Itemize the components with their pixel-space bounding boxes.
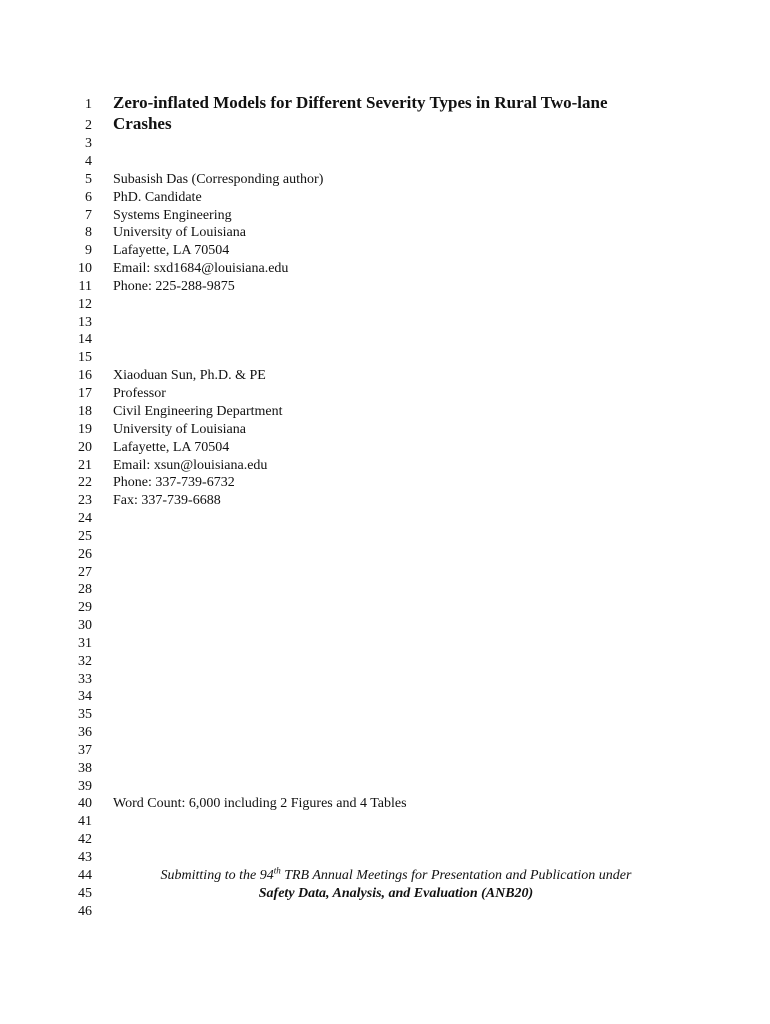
line-number: 25 [78,529,92,544]
line-35 [0,706,770,724]
line-14 [0,331,770,349]
line-number: 7 [85,208,92,223]
author1-email: Email: sxd1684@louisiana.edu [113,261,289,276]
line-number: 4 [85,154,92,169]
line-number: 39 [78,779,92,794]
line-28 [0,581,770,599]
line-46 [0,903,770,921]
submission-line-2: Safety Data, Analysis, and Evaluation (ANB20) [258,886,534,901]
line-number: 6 [85,190,92,205]
line-5 [0,171,770,189]
line-25 [0,528,770,546]
line-20 [0,439,770,457]
line-number: 43 [78,850,92,865]
line-41 [0,813,770,831]
line-number: 40 [78,796,92,811]
line-number: 14 [78,332,92,347]
line-number: 22 [78,475,92,490]
line-number: 27 [78,565,92,580]
line-number: 30 [78,618,92,633]
line-2 [0,114,770,135]
line-42 [0,831,770,849]
line-21 [0,457,770,475]
line-43 [0,849,770,867]
line-10 [0,260,770,278]
line-44 [0,867,770,885]
line-24 [0,510,770,528]
line-45 [0,885,770,903]
line-9 [0,242,770,260]
author1-department: Systems Engineering [113,208,232,223]
line-number: 34 [78,689,92,704]
line-12 [0,296,770,314]
line-number: 45 [78,886,92,901]
line-number: 33 [78,672,92,687]
submission-line-1: Submitting to the 94th TRB Annual Meetings for Presentation and Publication under [160,865,632,883]
paper-title-line-2: Crashes [113,114,172,133]
line-number: 44 [78,868,92,883]
line-number: 24 [78,511,92,526]
line-26 [0,546,770,564]
line-number: 10 [78,261,92,276]
line-27 [0,564,770,582]
line-34 [0,688,770,706]
line-7 [0,207,770,225]
line-number: 20 [78,440,92,455]
paper-title-line-1: Zero-inflated Models for Different Severity Types in Rural Two-lane [113,93,608,112]
author1-degree: PhD. Candidate [113,190,202,205]
line-39 [0,778,770,796]
line-number: 38 [78,761,92,776]
line-number: 8 [85,225,92,240]
line-38 [0,760,770,778]
line-13 [0,314,770,332]
line-15 [0,349,770,367]
line-6 [0,189,770,207]
line-number: 19 [78,422,92,437]
line-number: 23 [78,493,92,508]
author1-phone: Phone: 225-288-9875 [113,279,235,294]
line-36 [0,724,770,742]
line-number: 35 [78,707,92,722]
line-number: 13 [78,315,92,330]
line-29 [0,599,770,617]
line-number: 31 [78,636,92,651]
line-37 [0,742,770,760]
line-number: 18 [78,404,92,419]
line-number: 5 [85,172,92,187]
line-number: 32 [78,654,92,669]
line-number: 21 [78,458,92,473]
line-number: 46 [78,904,92,919]
line-3 [0,135,770,153]
author2-title: Professor [113,386,166,401]
line-number: 26 [78,547,92,562]
line-32 [0,653,770,671]
author1-university: University of Louisiana [113,225,246,240]
author2-fax: Fax: 337-739-6688 [113,493,221,508]
line-number: 2 [85,118,92,133]
line-18 [0,403,770,421]
line-4 [0,153,770,171]
line-number: 28 [78,582,92,597]
line-number: 16 [78,368,92,383]
author2-university: University of Louisiana [113,422,246,437]
author2-department: Civil Engineering Department [113,404,283,419]
line-number: 36 [78,725,92,740]
line-8 [0,224,770,242]
line-number: 11 [78,279,92,294]
line-number: 37 [78,743,92,758]
line-number: 3 [85,136,92,151]
line-19 [0,421,770,439]
line-33 [0,671,770,689]
author2-email: Email: xsun@louisiana.edu [113,458,268,473]
line-number: 42 [78,832,92,847]
line-31 [0,635,770,653]
line-17 [0,385,770,403]
line-23 [0,492,770,510]
superscript-th: th [273,865,281,876]
author2-name: Xiaoduan Sun, Ph.D. & PE [113,368,266,383]
line-number: 12 [78,297,92,312]
line-number: 29 [78,600,92,615]
line-16 [0,367,770,385]
line-1 [0,93,770,114]
line-11 [0,278,770,296]
line-22 [0,474,770,492]
author2-city: Lafayette, LA 70504 [113,440,230,455]
line-number: 15 [78,350,92,365]
line-number: 9 [85,243,92,258]
word-count: Word Count: 6,000 including 2 Figures and 4 Tables [113,796,407,811]
author1-name: Subasish Das (Corresponding author) [113,172,324,187]
line-number: 17 [78,386,92,401]
line-number: 1 [85,97,92,112]
author2-phone: Phone: 337-739-6732 [113,475,235,490]
line-30 [0,617,770,635]
line-40 [0,795,770,813]
line-number: 41 [78,814,92,829]
author1-city: Lafayette, LA 70504 [113,243,230,258]
